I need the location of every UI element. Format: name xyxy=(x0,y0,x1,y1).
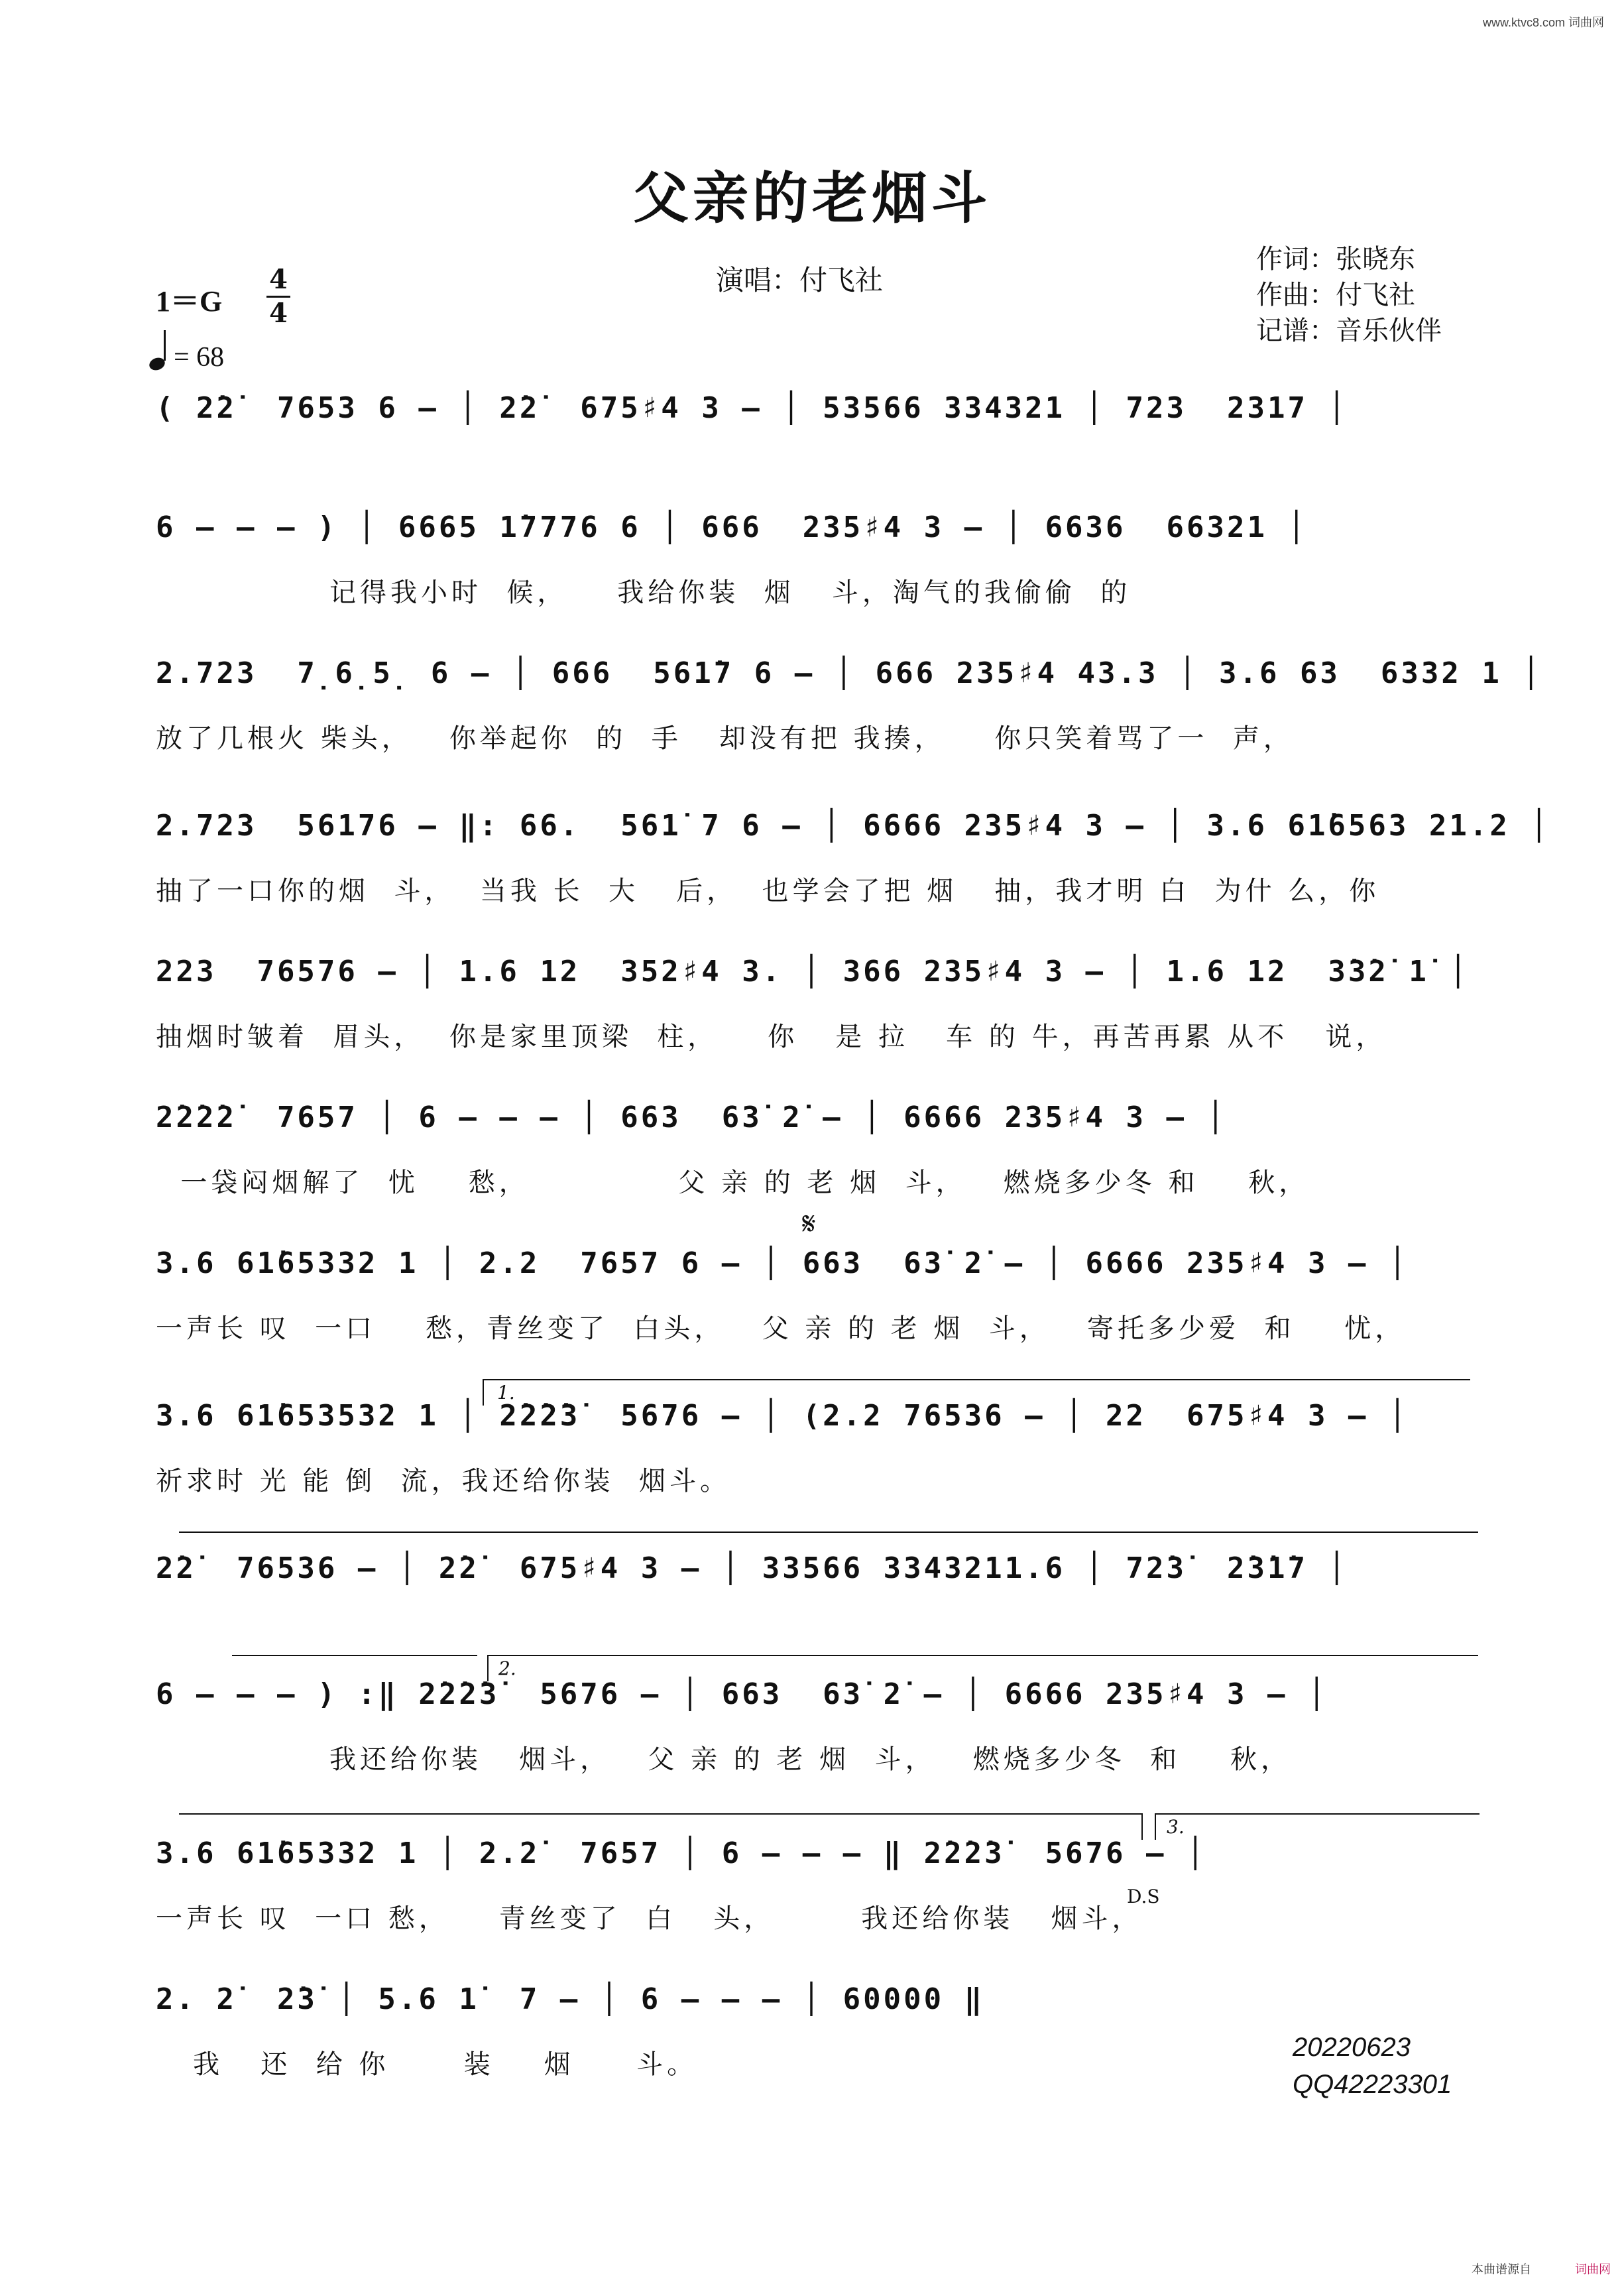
time-signature-top: 4 xyxy=(269,264,288,295)
volta-3-line xyxy=(1155,1813,1479,1815)
music-line: 2.723 56176 – ‖: 66. 561̇ 7 6 – │ 6666 235♯4 3 – │ 3.6 61̇6563 21.2 │ xyxy=(156,809,1550,843)
tempo-marking xyxy=(149,335,224,373)
music-line: ( 2̇2̇ 7653 6 – │ 2̇2̇ 675♯4 3 – │ 53566 334321 │ 723 2317 │ xyxy=(156,391,1348,425)
volta-1-continuation-line xyxy=(179,1532,1478,1533)
signature-qq: QQ42223301 xyxy=(1293,2070,1452,2099)
music-line: 223 76576 – │ 1.6 12 352♯4 3. │ 366 235♯4 3 – │ 1.6 12 3̇3̇2̇ 1̇ │ xyxy=(156,955,1470,989)
volta-2-continuation-line xyxy=(179,1813,1141,1815)
lyric-line: 一声长 叹 一口 愁，青丝变了 白头， 父 亲 的 老 烟 斗， 寄托多少爱 和 忧， xyxy=(156,1313,1406,1344)
song-title: 父亲的老烟斗 xyxy=(632,166,991,231)
lyricist-credit: 作词：张晓东 xyxy=(1256,244,1415,274)
credits-block xyxy=(1256,241,1442,349)
site-logo: 词曲网 xyxy=(1575,2263,1611,2277)
volta-1-end-line xyxy=(232,1655,477,1656)
signature-date: 20220623 xyxy=(1293,2033,1411,2062)
segno-sign: 𝄋 xyxy=(802,1205,816,1242)
music-line: 6 – – – ) :‖ 2̇2̇2̇3̇ 5676 – │ 663 63̇ 2̇ – │ 6666 235♯4 3 – │ xyxy=(156,1677,1328,1711)
volta-3-bracket xyxy=(1155,1813,1156,1840)
volta-2-end-bracket xyxy=(1141,1813,1143,1840)
singer-credit: 演唱：付飞社 xyxy=(716,264,884,296)
music-line: 3.6 61̇65332 1 │ 2.2̇ 7657 │ 6 – – – ‖ 2̇2̇2̇3̇ 5676 – │ xyxy=(156,1836,1207,1870)
music-line: 2. 2̇ 2̇3̇ │ 5.6 1̇ 7 – │ 6 – – – │ 60000 ‖ xyxy=(156,1982,985,2016)
volta-3-label: 3. xyxy=(1167,1816,1185,1838)
lyric-line: 我还给你装 烟斗， 父 亲 的 老 烟 斗， 燃烧多少冬 和 秋， xyxy=(156,1744,1292,1775)
time-signature xyxy=(266,265,290,328)
music-line: 2̇2̇ 76536 – │ 2̇2̇ 675♯4 3 – │ 33566 3343211.6 │ 72̇3̇ 2̇3̇1̇7 │ xyxy=(156,1551,1348,1585)
music-line: 6 – – – ) │ 6665 1̇7776 6 │ 666 235♯4 3 – │ 6636 66321 │ xyxy=(156,511,1308,544)
key-signature xyxy=(156,277,222,320)
music-line: 3.6 61̇65332 1 │ 2.2 7657 6 – │ 663 63̇ 2̇ – │ 6666 235♯4 3 – │ xyxy=(156,1246,1409,1280)
lyric-line: 祈求时 光 能 倒 流，我还给你装 烟斗。 xyxy=(156,1466,731,1496)
lyric-line: 抽了一口你的烟 斗， 当我 长 大 后， 也学会了把 烟 抽，我才明 白 为什 么，你 xyxy=(156,876,1380,906)
lyric-line: 记得我小时 候， 我给你装 烟 斗，淘气的我偷偷 的 xyxy=(156,577,1131,608)
lyric-line: 一声长 叹 一口 愁， 青丝变了 白 头， 我还给你装 烟斗， xyxy=(156,1903,1143,1934)
music-line: 2̇2̇2̇2̇ 7657 │ 6 – – – │ 663 63̇ 2̇ – │ 6666 235♯4 3 – │ xyxy=(156,1101,1227,1134)
ds-marking: D.S xyxy=(1127,1886,1160,1907)
transcriber-signature xyxy=(1293,2029,1452,2103)
volta-2-line xyxy=(487,1655,1478,1656)
lyric-line: 一袋闷烟解了 忧 愁， 父 亲 的 老 烟 斗， 燃烧多少冬 和 秋， xyxy=(156,1168,1310,1198)
transcriber-credit: 记谱：音乐伙伴 xyxy=(1256,316,1442,346)
lyric-line: 放了几根火 柴头， 你举起你 的 手 却没有把 我揍， 你只笑着骂了一 声， xyxy=(156,723,1294,754)
site-watermark: www.ktvc8.com 词曲网 xyxy=(1482,16,1604,29)
lyric-line: 抽烟时皱着 眉头， 你是家里顶梁 柱， 你 是 拉 车 的 牛，再苦再累 从不 说， xyxy=(156,1022,1387,1052)
music-line: 3.6 61̇653532 1 │ 2̇2̇2̇3̇ 5676 – │ (2.2 76536 – │ 22 675♯4 3 – │ xyxy=(156,1399,1409,1433)
lyric-line: 我 还 给 你 装 烟 斗。 xyxy=(156,2049,698,2080)
volta-2-label: 2. xyxy=(498,1657,516,1679)
tempo-value: = 68 xyxy=(174,342,225,373)
volta-1-label: 1. xyxy=(497,1382,515,1404)
source-note: 本曲谱源自 xyxy=(1472,2263,1531,2277)
time-signature-bottom: 4 xyxy=(269,298,288,329)
volta-1-line xyxy=(483,1379,1470,1380)
key-label: 1＝G xyxy=(156,285,223,318)
composer-credit: 作曲：付飞社 xyxy=(1256,280,1415,310)
music-line: 2.723 7̣6̣5̣ 6 – │ 666 561̇7 6 – │ 666 235♯4 43.3 │ 3.6 63 6332 1 │ xyxy=(156,656,1542,690)
